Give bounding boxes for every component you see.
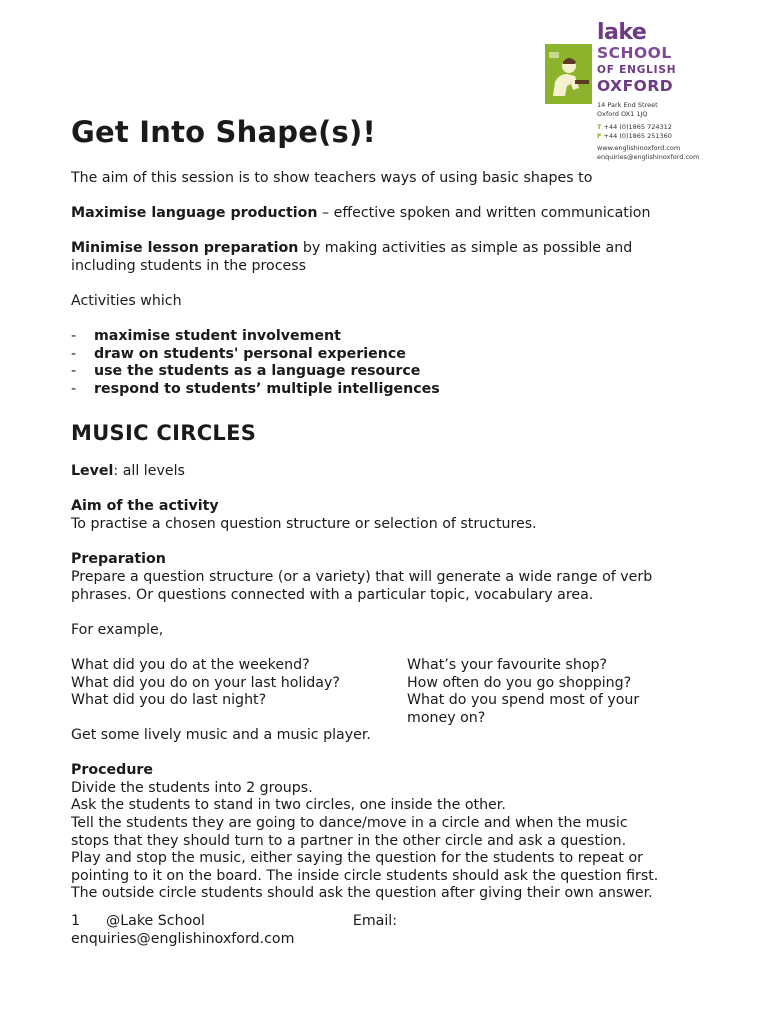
music-note-text: Get some lively music and a music player. [71, 727, 371, 743]
level-value: : all levels [113, 463, 185, 479]
level-line [71, 463, 185, 481]
section-title: MUSIC CIRCLES [71, 421, 257, 445]
minimise-paragraph [71, 240, 632, 258]
page-footer [71, 913, 397, 931]
level-label: Level [71, 463, 114, 479]
maximise-paragraph [71, 205, 650, 223]
procedure-line: Ask the students to stand in two circles, one inside the other. [71, 797, 506, 813]
address-line-2: Oxford OX1 1JQ [597, 110, 648, 118]
intro-text: The aim of this session is to show teachers ways of using basic shapes to [71, 170, 593, 186]
example-question-right: How often do you go shopping? [407, 675, 632, 691]
footer-email[interactable]: enquiries@englishinoxford.com [71, 931, 295, 947]
teacher-illustration-icon [545, 44, 592, 104]
maximise-rest: – effective spoken and written communication [317, 205, 651, 221]
page-title: Get Into Shape(s)! [71, 115, 376, 149]
aim-text: To practise a chosen question structure or selection of structures. [71, 516, 537, 532]
logo-of-english-text: OF ENGLISH [597, 64, 677, 76]
list-item: - use the students as a language resource [71, 363, 421, 380]
logo-email-text[interactable]: enquiries@englishinoxford.com [597, 153, 700, 161]
procedure-line: The outside circle students should ask the question after giving their own answer. [71, 885, 653, 901]
procedure-heading: Procedure [71, 762, 154, 778]
footer-email-label: Email: [352, 913, 398, 929]
list-item: - respond to students’ multiple intelligences [71, 380, 440, 397]
list-item: - maximise student involvement [71, 328, 341, 344]
list-item: - draw on students' personal experience [71, 345, 406, 362]
procedure-line: Divide the students into 2 groups. [71, 780, 313, 796]
procedure-line: stops that they should turn to a partner in the other circle and ask a question. [71, 833, 627, 849]
tel-label: T [597, 123, 602, 131]
minimise-rest: by making activities as simple as possible and [298, 240, 633, 256]
minimise-bold: Minimise lesson preparation [71, 240, 299, 256]
procedure-line: pointing to it on the board. The inside circle students should ask the question first. [71, 868, 659, 884]
example-question-right: What’s your favourite shop? [407, 657, 608, 673]
footer-school: @Lake School [106, 913, 205, 929]
example-question-left: What did you do last night? [71, 692, 267, 708]
procedure-line: Play and stop the music, either saying the question for the students to repeat or [71, 850, 643, 866]
logo-school-text: SCHOOL [597, 44, 672, 62]
tel-number: +44 (0)1865 724312 [603, 123, 672, 131]
activities-list [71, 328, 440, 398]
minimise-line-2: including students in the process [71, 258, 307, 274]
example-question-right: money on? [407, 710, 486, 726]
example-question-right: What do you spend most of your [407, 692, 640, 708]
school-logo [545, 20, 715, 165]
page-number: 1 [71, 913, 81, 929]
address-line-1: 14 Park End Street [597, 101, 658, 109]
preparation-line-1: Prepare a question structure (or a variety) that will generate a wide range of verb [71, 569, 653, 585]
logo-lake-text: lake [597, 20, 647, 45]
activities-label: Activities which [71, 293, 182, 309]
for-example-text: For example, [71, 622, 164, 638]
maximise-bold: Maximise language production [71, 205, 318, 221]
procedure-line: Tell the students they are going to dance/move in a circle and when the music [71, 815, 628, 831]
preparation-line-2: phrases. Or questions connected with a particular topic, vocabulary area. [71, 587, 594, 603]
logo-oxford-text: OXFORD [597, 77, 674, 95]
fax-number: +44 (0)1865 251360 [603, 132, 672, 140]
preparation-heading: Preparation [71, 551, 166, 567]
example-question-left: What did you do on your last holiday? [71, 675, 340, 691]
aim-heading: Aim of the activity [71, 498, 219, 514]
telephone-line [597, 123, 672, 132]
fax-label: F [597, 132, 602, 140]
fax-line [597, 132, 672, 141]
website-text[interactable]: www.englishinoxford.com [597, 144, 681, 152]
example-question-left: What did you do at the weekend? [71, 657, 310, 673]
